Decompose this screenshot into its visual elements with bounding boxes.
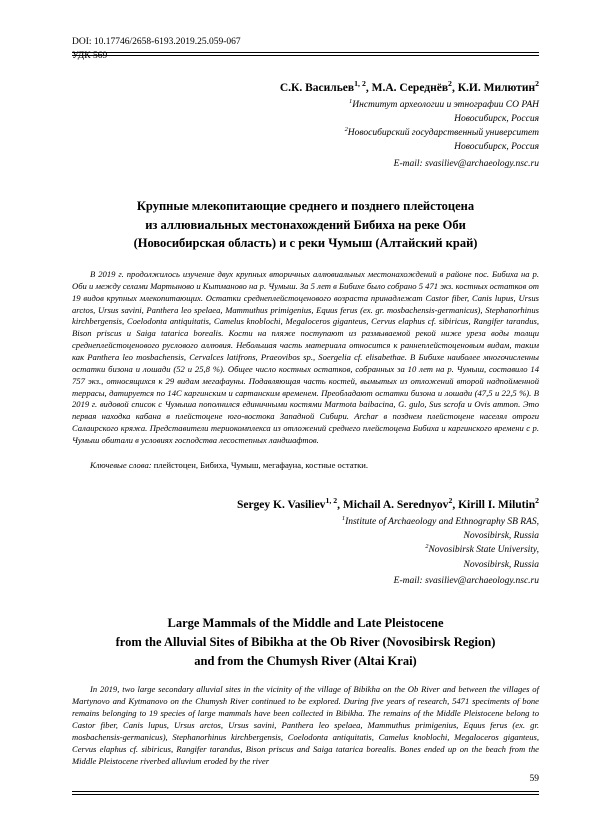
author-en-3: Kirill I. Milutin — [458, 498, 536, 511]
title-en-line-2: from the Alluvial Sites of Bibikha at the Ob River (Novosibirsk Region) — [115, 634, 496, 649]
author-ru-1-affil-marker: 1, 2 — [354, 78, 366, 88]
bottom-rule — [72, 791, 539, 792]
top-rule-secondary — [72, 55, 539, 56]
affiliations-en — [72, 515, 539, 588]
author-ru-2-affil-marker: 2 — [448, 78, 452, 88]
page-content — [72, 0, 539, 767]
authors-ru: С.К. Васильев$^{1, 2}$, М.А. Середнёв$^2$, К.И. Милютин$^2$ — [279, 78, 539, 94]
keywords-ru — [72, 459, 539, 471]
author-ru-2: М.А. Середнёв — [371, 81, 449, 94]
author-ru-1: С.К. Васильев — [279, 81, 355, 94]
author-ru-3: К.И. Милютин — [457, 81, 536, 94]
affiliation-en-2 — [72, 543, 539, 557]
authors-en: Sergey K. Vasiliev$^{1, 2}$, Michail A. Serednyov$^2$, Kirill I. Milutin$^2$ — [236, 496, 539, 511]
email-en: E-mail: svasiliev@archaeology.nsc.ru — [393, 575, 539, 586]
author-en-1-affil-marker: 1, 2 — [325, 496, 338, 506]
author-en-2: Michail A. Serednyov — [342, 498, 449, 511]
affiliation-en-2-marker: 2 — [425, 543, 429, 551]
udk-text: УДК 569 — [72, 50, 108, 61]
affiliation-en-2-name: Novosibirsk State University, — [428, 545, 539, 556]
page-title-ru — [72, 197, 539, 253]
affiliation-en-1-name: Institute of Archaeology and Ethnography SB RAS, — [345, 516, 539, 527]
affiliation-ru-2-city: Новосибирск, Россия — [454, 142, 539, 153]
title-ru-line-3: (Новосибирская область) и с реки Чумыш (Алтайский край) — [133, 236, 478, 251]
affiliation-ru-1-name: Институт археологии и этнографии СО РАН — [352, 99, 539, 110]
affiliation-ru-1-marker: 1 — [349, 97, 353, 105]
affiliation-ru-1-city: Новосибирск, Россия — [454, 113, 539, 124]
email-ru: E-mail: svasiliev@archaeology.nsc.ru — [393, 158, 539, 169]
title-en-line-1: Large Mammals of the Middle and Late Pleistocene — [167, 616, 444, 631]
title-ru-line-2: из аллювиальных местонахождений Бибиха на реке Оби — [145, 217, 466, 232]
affiliation-en-1 — [72, 515, 539, 529]
affiliation-ru-2-name: Новосибирский государственный университет — [347, 128, 539, 139]
page-number: 59 — [529, 774, 539, 784]
doi-block — [72, 36, 539, 64]
affiliation-ru-1 — [72, 98, 539, 112]
affiliation-ru-2-marker: 2 — [344, 125, 348, 133]
author-en-1: Sergey K. Vasiliev — [236, 498, 326, 511]
title-en-line-3: and from the Chumysh River (Altai Krai) — [194, 653, 417, 668]
affiliation-en-1-city: Novosibirsk, Russia — [463, 531, 539, 542]
page-title-en — [72, 614, 539, 670]
author-en-3-affil-marker: 2 — [535, 496, 539, 506]
affiliations-ru — [72, 98, 539, 171]
affiliation-ru-2 — [72, 126, 539, 140]
title-ru-line-1: Крупные млекопитающие среднего и позднего плейстоцена — [136, 198, 475, 213]
keywords-ru-label: Ключевые слова: — [90, 459, 152, 470]
affiliation-en-2-city: Novosibirsk, Russia — [463, 559, 539, 570]
author-ru-3-affil-marker: 2 — [535, 78, 539, 88]
author-en-2-affil-marker: 2 — [448, 496, 453, 506]
affiliation-en-1-marker: 1 — [341, 514, 346, 522]
keywords-ru-list: плейстоцен, Бибиха, Чумыш, мегафауна, костные остатки. — [153, 459, 368, 470]
doi-text: DOI: 10.17746/2658-6193.2019.25.059-067 — [72, 37, 241, 47]
abstract-en: In 2019, two large secondary alluvial sites in the vicinity of the village of Bibikha on the Ob River and between the villages of Martynovo and Kytmanovo on the Chumysh River continued to be explored. During five years of research, 5471 speciments of bone remains belonging to 19 species of large mammals have been collected in Bibikha. The remains of the Middle Pleistocene belong to Castor fiber, Canis lupus, Ursus arctos, Ursus savini, Panthera leo spelaea, Mammuthus primigenius, Equus ferus (ex. gr. mosbachensis-germanicus), Stephanorhinus kirchbergensis, Coelodonta antiquitatis, Camelus knoblochi, Megaloceros giganteus, Cervus elaphus cf. sibiricus, Rangifer tarandus, Bison priscus and Saiga tatarica borealis. Bones ended up on the beach from the Middle Pleistocene riverbed alluvium eroded by the river — [72, 684, 539, 766]
bottom-rule-secondary — [72, 794, 539, 795]
top-rule — [72, 52, 539, 53]
abstract-ru: В 2019 г. продолжилось изучение двух крупных вторичных аллювиальных местонахождений в районе пос. Бибиха на р. Оби и между селами Мартыново и Кытманово на р. Чумыш. За 5 лет в Бибихе было собрано 5 471 экз. костных остатков от 19 видов крупных млекопитающих. Остатки среднеплейстоценового возраста принадлежат Castor fiber, Canis lupus, Ursus arctos, Ursus savini, Panthera leo spelaea, Mammuthus primigenius, Equus ferus (ex. gr. mosbachensis-germanicus), Stephanorhinus kirchbergensis, Coelodonta antiquitatis, Camelus knoblochi, Megaloceros giganteus, Cervus elaphus cf. sibiricus, Rangifer tarandus, Bison priscus и Saiga tatarica borealis. Кости на пляже поступают из размываемой рекой ниже уреза воды толщи среднеплейстоценового руслового аллювия. Небольшая часть материала относится к раннеплейстоценовым видам, таким как Panthera leo mosbachensis, Cervalces latifrons, Praeovibos sp., Soergelia cf. elisabethae. В Бибихе наиболее многочисленны остатки бизона и лошади (52 и 25,8 %). Общее число костных остатков, собранных за 10 лет на р. Чумыш, составило 14 757 экз., относящихся к 29 видам мегафауны. Подавляющая часть костей, вымытых из отложений второй надпойменной террасы, датируется по 14С каргинским и сартанским временем. Преобладают остатки бизона и лошади (47,5 и 22,5 %). В 2019 г. видовой список с Чумыша пополнился единичными костями Marmota baibacina, G. gulo, Sus scrofa и Ovis ammon. Это первая находка кабана в плейстоцене юго-востока Западной Сибири. Archar в позднем плейстоцене населял отроги Салаирского кряжа. Представители териокомплекса из отложений среднего плейстоцена Бибиха и каргинского времени с р. Чумыш обитали в условиях господства лесостепных ландшафтов. — [72, 269, 539, 446]
